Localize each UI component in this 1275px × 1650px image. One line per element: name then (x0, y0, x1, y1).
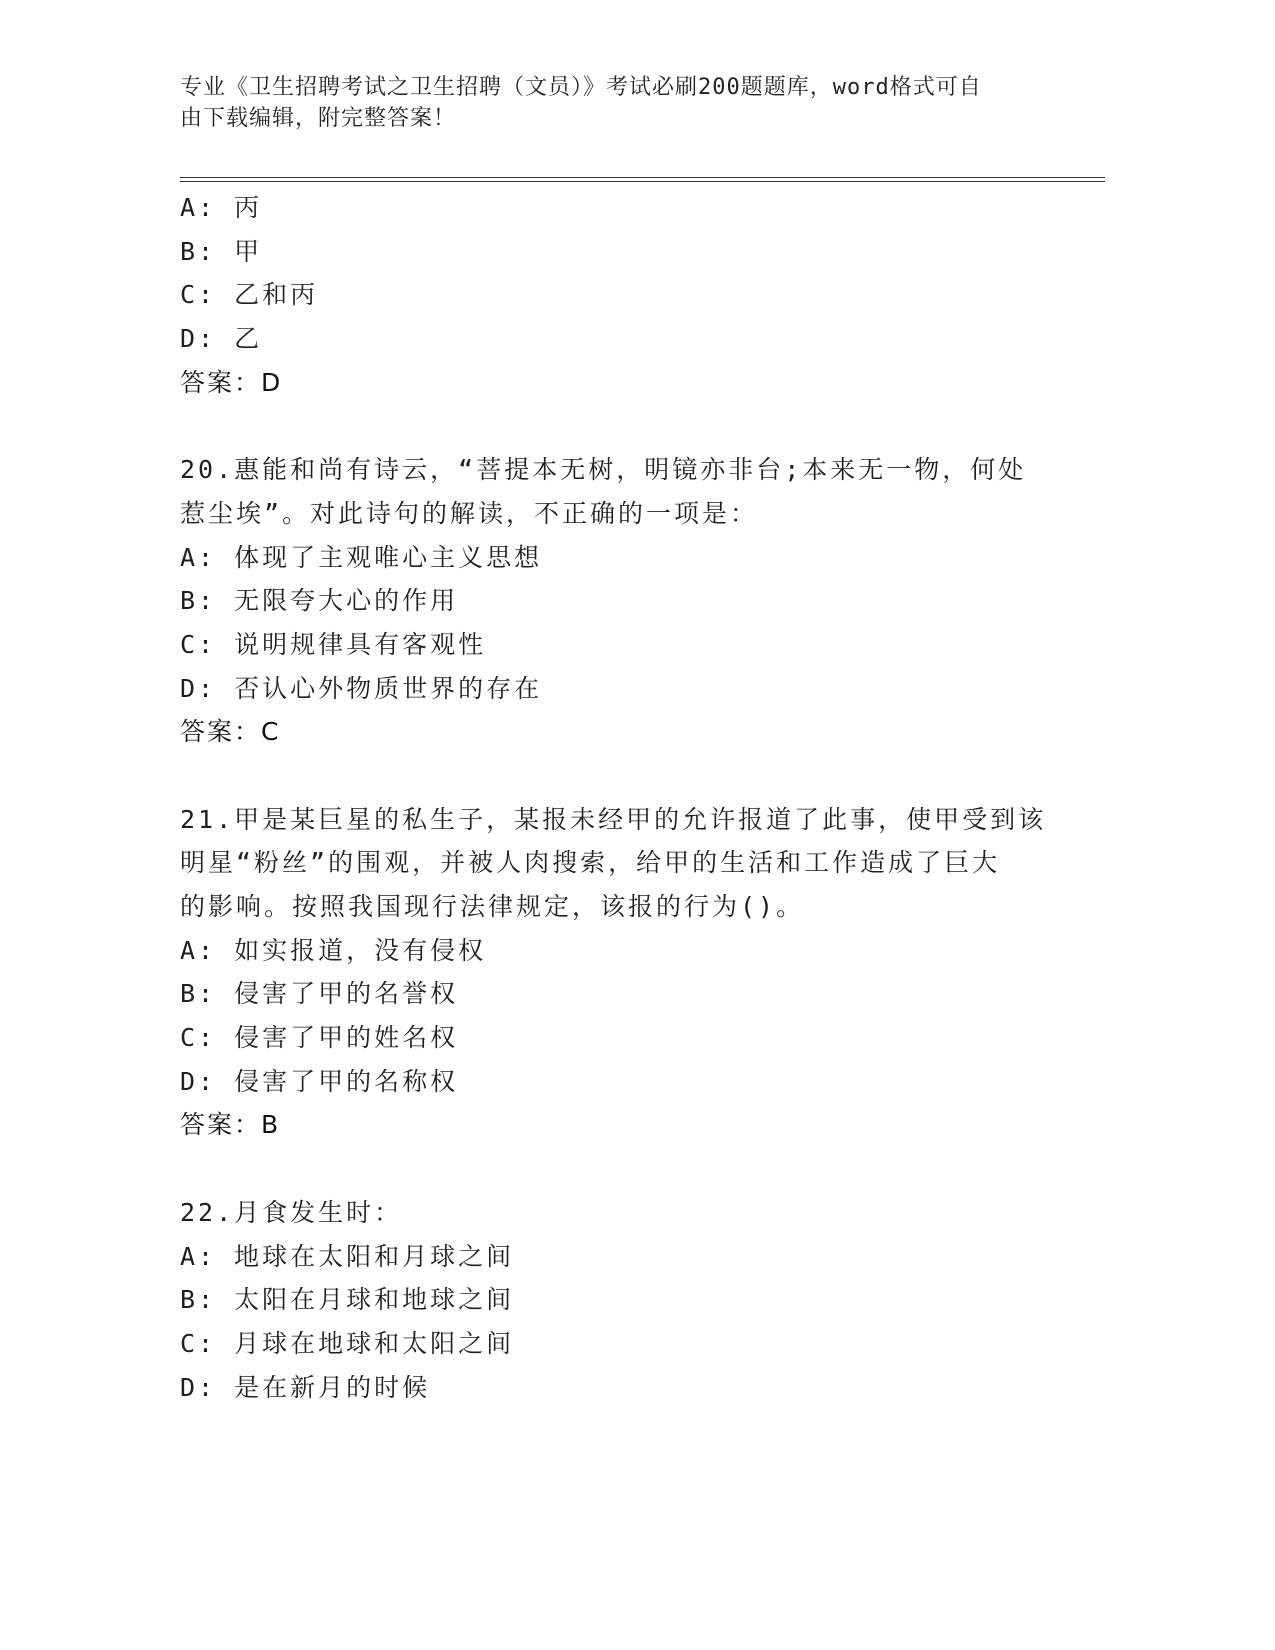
option-d: D: 是在新月的时候 (180, 1372, 431, 1402)
question-stem-line: 22.月食发生时： (180, 1197, 403, 1227)
question-22 (180, 1191, 1040, 1409)
answer: 答案：D (180, 367, 283, 397)
document-header (180, 72, 1040, 134)
question-list (180, 186, 1047, 1409)
spacer (180, 1147, 1040, 1191)
option-d: D: 乙 (180, 324, 263, 354)
option-a: A: 体现了主观唯心主义思想 (180, 542, 543, 572)
question-20 (180, 448, 1040, 754)
option-b: B: 太阳在月球和地球之间 (180, 1285, 515, 1315)
question-stem-line: 明星“粉丝”的围观，并被人肉搜索，给甲的生活和工作造成了巨大 (180, 848, 1001, 878)
option-c: C: 侵害了甲的姓名权 (180, 1023, 459, 1053)
question-stem-line: 21.甲是某巨星的私生子，某报未经甲的允许报道了此事，使甲受到该 (180, 804, 1047, 834)
option-a: A: 如实报道，没有侵权 (180, 935, 487, 965)
option-c: C: 月球在地球和太阳之间 (180, 1328, 515, 1358)
question-stem-line: 惹尘埃”。对此诗句的解读，不正确的一项是： (180, 498, 759, 528)
question-stem-line: 的影响。按照我国现行法律规定，该报的行为()。 (180, 892, 805, 921)
header-line-2: 由下载编辑，附完整答案！ (180, 106, 457, 131)
option-d: D: 侵害了甲的名称权 (180, 1066, 459, 1096)
option-b: B: 甲 (180, 236, 263, 266)
question-19 (180, 186, 1040, 404)
option-b: B: 无限夸大心的作用 (180, 586, 459, 616)
answer: 答案：C (180, 717, 281, 747)
header-line-1: 专业《卫生招聘考试之卫生招聘（文员）》考试必刷200题题库，word格式可自 (180, 75, 982, 100)
option-d: D: 否认心外物质世界的存在 (180, 673, 543, 703)
question-21 (180, 798, 1047, 1148)
option-b: B: 侵害了甲的名誉权 (180, 979, 459, 1009)
option-c: C: 说明规律具有客观性 (180, 629, 487, 659)
header-double-rule (180, 177, 1105, 182)
spacer (180, 404, 1040, 448)
option-a: A: 地球在太阳和月球之间 (180, 1241, 515, 1271)
spacer (180, 754, 1040, 798)
answer: 答案：B (180, 1110, 281, 1140)
option-c: C: 乙和丙 (180, 280, 319, 310)
question-stem-line: 20.惠能和尚有诗云，“菩提本无树，明镜亦非台;本来无一物，何处 (180, 455, 1027, 485)
option-a: A: 丙 (180, 193, 263, 222)
